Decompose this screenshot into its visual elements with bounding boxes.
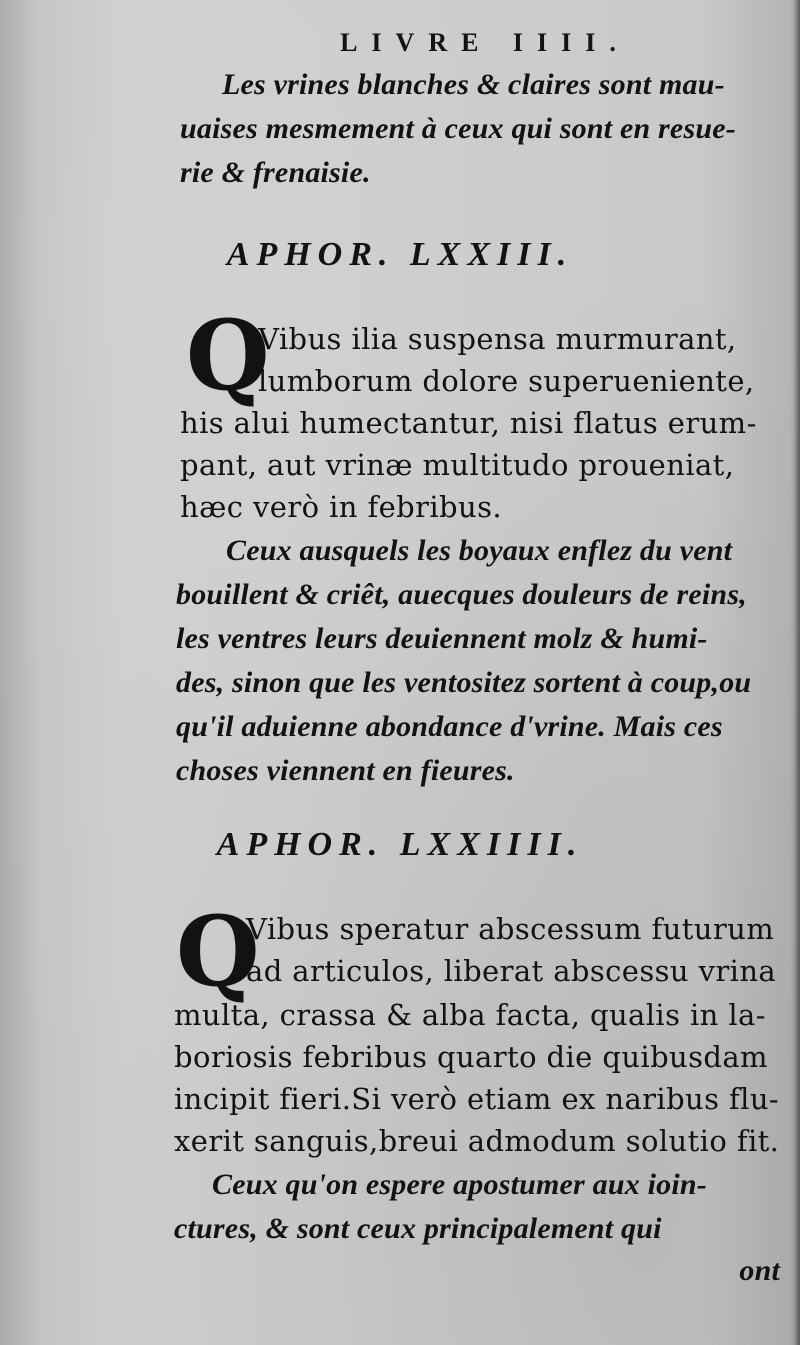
running-head: LIVRE IIII. (340, 28, 630, 57)
text-line: qu'il aduienne abondance d'vrine. Mais ces (176, 710, 723, 743)
text-line: ctures, & sont ceux principalement qui (174, 1212, 662, 1245)
text-line: Les vrines blanches & claires sont mau- (222, 68, 725, 101)
text-line: his alui humectantur, nisi flatus erum- (180, 406, 757, 440)
text-line: boriosis febribus quarto die quibusdam (174, 1040, 768, 1074)
text-line: pant, aut vrinæ multitudo proueniat, (180, 448, 735, 482)
text-line: lumborum dolore superueniente, (258, 364, 755, 398)
text-line: Ceux qu'on espere apostumer aux ioin- (212, 1168, 707, 1201)
aphorism-heading: APHOR. LXXIII. (226, 236, 574, 273)
catchword: ont (739, 1254, 780, 1287)
drop-cap: Q (186, 299, 270, 412)
text-line: les ventres leurs deuiennent molz & humi- (176, 622, 708, 655)
text-line: uaises mesmement à ceux qui sont en resue- (180, 112, 736, 145)
text-line: Vibus speratur abscessum futurum (246, 912, 775, 946)
text-line: des, sinon que les ventositez sortent à coup,ou (176, 666, 752, 699)
text-line: hæc verò in febribus. (180, 490, 502, 524)
text-line: multa, crassa & alba facta, qualis in la- (174, 998, 766, 1032)
text-line: Ceux ausquels les boyaux enflez du vent (226, 534, 733, 567)
text-line: bouillent & criêt, auecques douleurs de reins, (176, 578, 747, 611)
text-line: choses viennent en fieures. (176, 754, 515, 787)
text-line: incipit fieri.Si verò etiam ex naribus flu- (174, 1082, 780, 1116)
drop-cap: Q (176, 895, 260, 1008)
text-line: ad articulos, liberat abscessu vrina (246, 954, 777, 988)
text-line: xerit sanguis,breui admodum solutio fit. (174, 1124, 780, 1158)
text-line: rie & frenaisie. (180, 156, 371, 189)
page-edge-shadow (794, 0, 800, 1345)
aphorism-heading: APHOR. LXXIIII. (216, 826, 584, 863)
text-line: Vibus ilia suspensa murmurant, (258, 322, 737, 356)
